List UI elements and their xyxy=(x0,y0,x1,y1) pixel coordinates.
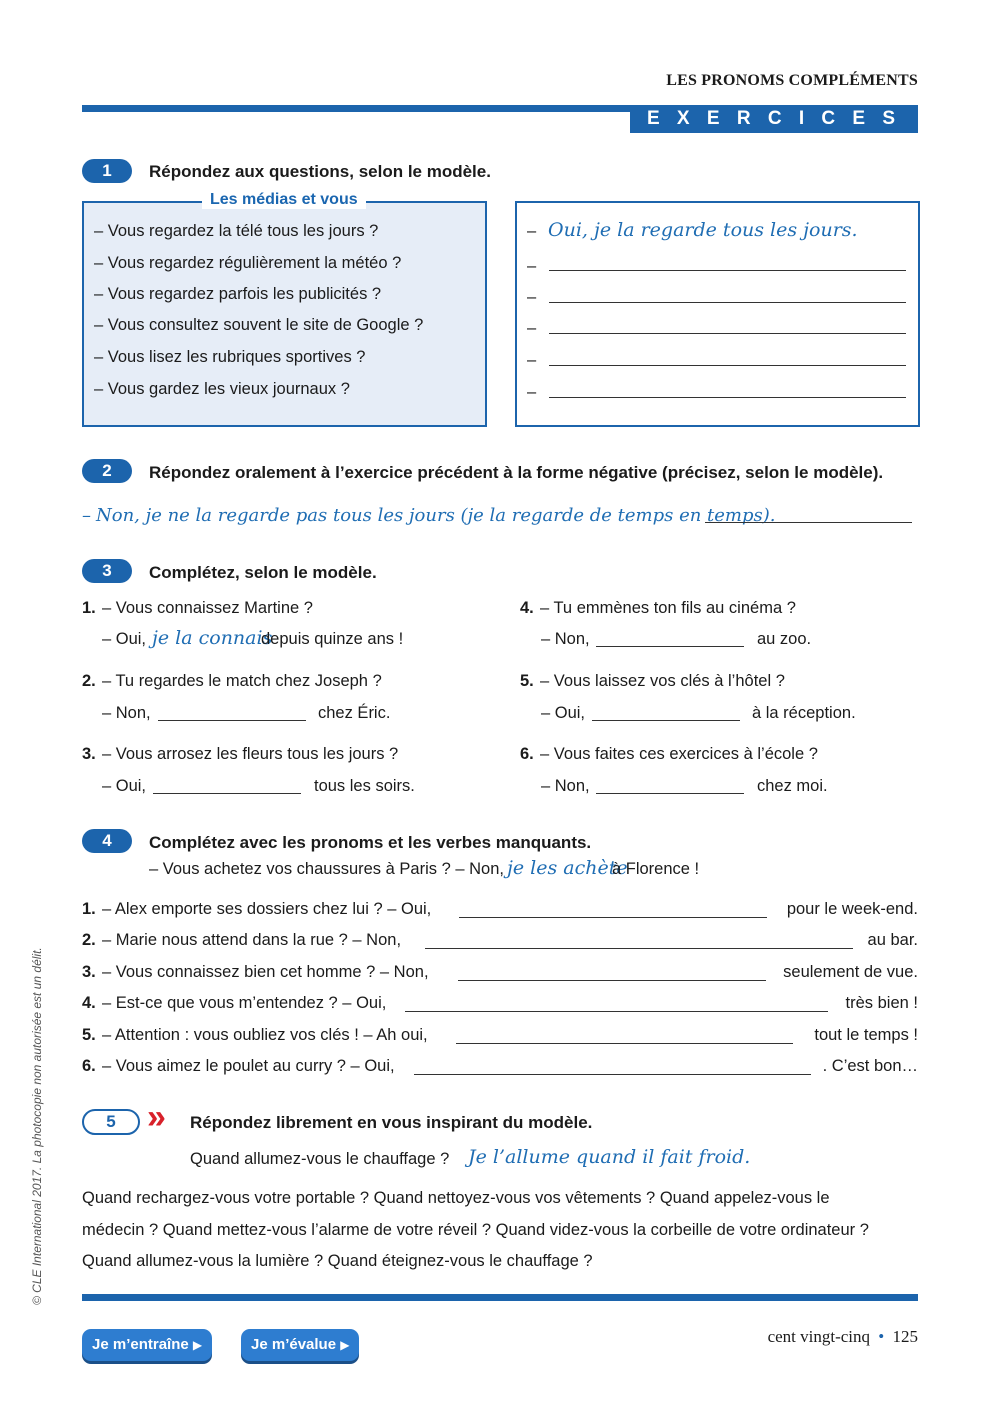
item-question: – Tu emmènes ton fils au cinéma ? xyxy=(540,599,796,617)
item-answer-suffix: chez moi. xyxy=(757,777,828,795)
play-icon: ▶ xyxy=(192,1338,203,1352)
item-answer-prefix: – Non, xyxy=(102,704,151,722)
item-number: 5. xyxy=(520,672,534,690)
item-answer-prefix: – Oui, xyxy=(102,777,147,795)
answer-dash: – xyxy=(527,257,537,275)
item-answer-filled: je la connais xyxy=(152,627,273,649)
item-number: 1. xyxy=(82,599,96,617)
item-suffix: tout le temps ! xyxy=(814,1026,918,1044)
item-number: 3. xyxy=(82,745,96,763)
item-answer-suffix: à la réception. xyxy=(752,704,856,722)
exercise-5-model-question: Quand allumez-vous le chauffage ? xyxy=(190,1150,450,1168)
exercise-2-model-prefix: – xyxy=(82,505,91,526)
paragraph-line: Quand allumez-vous la lumière ? Quand éteignez-vous le chauffage ? xyxy=(82,1252,593,1270)
paragraph-line: médecin ? Quand mettez-vous l’alarme de votre réveil ? Quand videz-vous la corbeille de votre ordinateur ? xyxy=(82,1221,869,1239)
question-item: – Vous regardez parfois les publicités ? xyxy=(94,285,382,303)
item-answer-blank[interactable] xyxy=(456,1043,793,1044)
item-answer-suffix: au zoo. xyxy=(757,630,812,648)
exercise-2-answer-line[interactable] xyxy=(705,522,912,523)
item-suffix: très bien ! xyxy=(845,994,918,1012)
item-answer-suffix: tous les soirs. xyxy=(314,777,415,795)
item-answer-prefix: – Non, xyxy=(541,777,590,795)
questions-box-title: Les médias et vous xyxy=(202,191,366,209)
exercise-number-3: 3 xyxy=(82,559,132,583)
item-answer-blank[interactable] xyxy=(405,1011,828,1012)
item-answer-blank[interactable] xyxy=(458,980,766,981)
exercise-2-instruction: Répondez oralement à l’exercice précédent à la forme négative (précisez, selon le modèle). xyxy=(149,463,884,482)
item-number: 5. xyxy=(82,1026,96,1044)
item-prompt: – Vous aimez le poulet au curry ? – Oui, xyxy=(102,1057,395,1075)
chevrons-icon: » xyxy=(147,1098,166,1136)
item-answer-blank[interactable] xyxy=(414,1074,811,1075)
item-number: 6. xyxy=(82,1057,96,1075)
je-m-entraine-button[interactable] xyxy=(82,1329,212,1361)
item-suffix: pour le week-end. xyxy=(786,900,918,918)
item-question: – Tu regardes le match chez Joseph ? xyxy=(102,672,382,690)
question-item: – Vous regardez la télé tous les jours ? xyxy=(94,222,379,240)
item-number: 4. xyxy=(520,599,534,617)
item-number: 2. xyxy=(82,672,96,690)
item-suffix: au bar. xyxy=(867,931,918,949)
exercise-2-model-answer: Non, je ne la regarde pas tous les jours (je la regarde de temps en temps). xyxy=(96,505,776,526)
exercise-5-model-answer: Je l’allume quand il fait froid. xyxy=(468,1146,751,1168)
question-item: – Vous gardez les vieux journaux ? xyxy=(94,380,350,398)
item-prompt: – Vous connaissez bien cet homme ? – Non, xyxy=(102,963,429,981)
exercise-1-instruction: Répondez aux questions, selon le modèle. xyxy=(149,162,491,181)
item-question: – Vous arrosez les fleurs tous les jours ? xyxy=(102,745,399,763)
answer-dash: – xyxy=(527,351,537,369)
item-number: 3. xyxy=(82,963,96,981)
answer-dash: – xyxy=(527,222,537,240)
item-answer-suffix: chez Éric. xyxy=(318,704,391,722)
item-number: 4. xyxy=(82,994,96,1012)
exercise-number-4: 4 xyxy=(82,829,132,853)
item-answer-blank[interactable] xyxy=(596,646,744,647)
item-answer-prefix: – Non, xyxy=(541,630,590,648)
item-prompt: – Marie nous attend dans la rue ? – Non, xyxy=(102,931,402,949)
item-answer-suffix: depuis quinze ans ! xyxy=(261,630,404,648)
exercise-number-2: 2 xyxy=(82,459,132,483)
je-m-evalue-button[interactable] xyxy=(241,1329,359,1361)
page-footer xyxy=(768,1327,918,1347)
answer-dash: – xyxy=(527,383,537,401)
item-question: – Vous faites ces exercices à l’école ? xyxy=(540,745,818,763)
answer-dash: – xyxy=(527,319,537,337)
button-label: Je m’évalue xyxy=(251,1336,337,1353)
item-prompt: – Est-ce que vous m’entendez ? – Oui, xyxy=(102,994,387,1012)
page-bullet: • xyxy=(878,1327,885,1346)
paragraph-line: Quand rechargez-vous votre portable ? Quand nettoyez-vous vos vêtements ? Quand appelez-vous le xyxy=(82,1189,830,1207)
item-answer-blank[interactable] xyxy=(592,720,740,721)
section-title: E X E R C I C E S xyxy=(646,108,902,129)
copyright-notice: © CLE International 2017. La photocopie non autorisée est un délit. xyxy=(30,947,44,1305)
item-answer-blank[interactable] xyxy=(596,793,744,794)
item-suffix: . C’est bon… xyxy=(822,1057,918,1075)
item-answer-blank[interactable] xyxy=(158,720,306,721)
play-icon: ▶ xyxy=(340,1338,350,1352)
exercise-4-model-suffix: à Florence ! xyxy=(612,860,700,878)
item-answer-prefix: – Oui, xyxy=(102,630,147,648)
running-title: LES PRONOMS COMPLÉMENTS xyxy=(666,72,918,89)
model-answer: Oui, je la regarde tous les jours. xyxy=(548,219,858,241)
exercise-number-1: 1 xyxy=(82,159,132,183)
item-answer-prefix: – Oui, xyxy=(541,704,586,722)
exercise-4-model-prefix: – Vous achetez vos chaussures à Paris ? – Non, xyxy=(149,860,504,878)
question-item: – Vous consultez souvent le site de Google ? xyxy=(94,316,424,334)
item-question: – Vous laissez vos clés à l’hôtel ? xyxy=(540,672,785,690)
item-number: 6. xyxy=(520,745,534,763)
exercise-4-model-fill: je les achète xyxy=(507,857,628,879)
page-number: 125 xyxy=(892,1327,918,1346)
item-suffix: seulement de vue. xyxy=(783,963,918,981)
footer-rule xyxy=(82,1294,918,1301)
exercise-number-5: 5 xyxy=(82,1109,140,1135)
exercise-5-instruction: Répondez librement en vous inspirant du modèle. xyxy=(190,1113,593,1132)
exercise-4-instruction: Complétez avec les pronoms et les verbes manquants. xyxy=(149,833,592,852)
item-answer-blank[interactable] xyxy=(425,948,853,949)
item-prompt: – Alex emporte ses dossiers chez lui ? – Oui, xyxy=(102,900,432,918)
page-number-words: cent vingt-cinq xyxy=(767,1327,871,1346)
answer-dash: – xyxy=(527,288,537,306)
item-number: 2. xyxy=(82,931,96,949)
exercise-3-instruction: Complétez, selon le modèle. xyxy=(149,563,377,582)
question-item: – Vous regardez régulièrement la météo ? xyxy=(94,254,402,272)
question-item: – Vous lisez les rubriques sportives ? xyxy=(94,348,366,366)
item-answer-blank[interactable] xyxy=(459,917,767,918)
item-number: 1. xyxy=(82,900,96,918)
item-answer-blank[interactable] xyxy=(153,793,301,794)
button-label: Je m’entraîne xyxy=(92,1336,189,1353)
item-prompt: – Attention : vous oubliez vos clés ! – Ah oui, xyxy=(102,1026,428,1044)
item-question: – Vous connaissez Martine ? xyxy=(102,599,313,617)
